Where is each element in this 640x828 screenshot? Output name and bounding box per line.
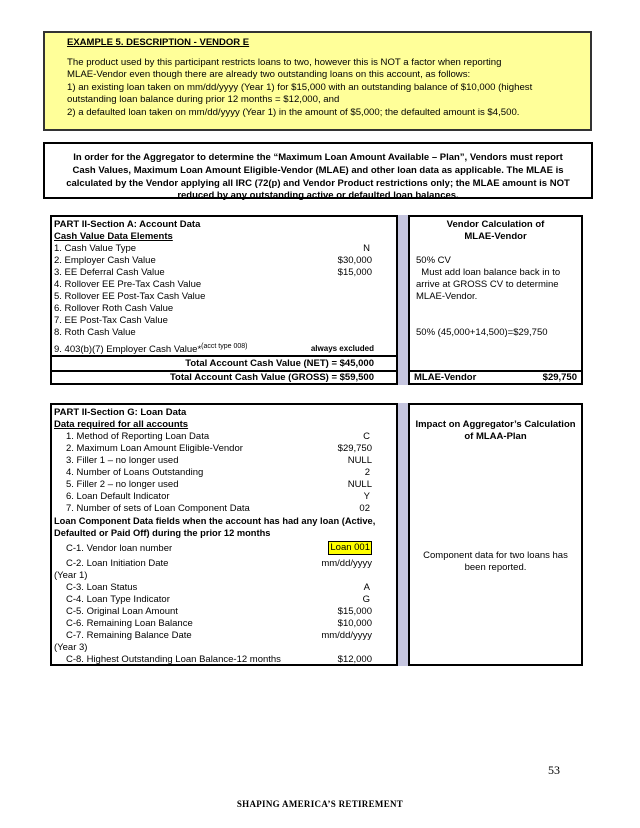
loan-component-label: C-6. Remaining Loan Balance: [66, 618, 193, 629]
example-line: The product used by this participant restricts loans to two, however this is NOT a factor when reporting: [67, 57, 502, 68]
vendor-calc-title: Vendor Calculation of: [446, 219, 545, 230]
cash-value-row-label: 4. Rollover EE Pre-Tax Cash Value: [54, 279, 202, 290]
vendor-calc-note: arrive at GROSS CV to determine: [416, 279, 559, 290]
vendor-calc-note: MLAE-Vendor.: [416, 291, 478, 302]
vendor-calc-note: Must add loan balance back in to: [416, 267, 561, 278]
year-note: (Year 3): [54, 642, 88, 653]
loan-data-row-label: 1. Method of Reporting Loan Data: [66, 431, 210, 442]
mlae-vendor-label: MLAE-Vendor: [414, 372, 477, 383]
loan-component-value: $15,000: [337, 606, 372, 617]
loan-component-value: mm/dd/yyyy: [321, 558, 372, 569]
loan-component-label: C-3. Loan Status: [66, 582, 138, 593]
section-g-left-panel: [50, 403, 398, 666]
loan-component-value: mm/dd/yyyy: [321, 630, 372, 641]
cash-value-row-label: 5. Rollover EE Post-Tax Cash Value: [54, 291, 206, 302]
section-a-left-panel: [50, 215, 398, 385]
example-line: outstanding loan balance during prior 12 months = $12,000, and: [67, 94, 340, 106]
loan-component-label: C-4. Loan Type Indicator: [66, 594, 170, 605]
section-g-right-panel: [408, 403, 583, 666]
section-a-title: PART II-Section A: Account Data: [54, 219, 201, 230]
loan-data-row-value: NULL: [347, 479, 372, 490]
example-description: [67, 57, 587, 119]
loan-data-row-label: 2. Maximum Loan Amount Eligible-Vendor: [66, 443, 243, 454]
component-heading: Defaulted or Paid Off) during the prior 12 months: [54, 528, 271, 538]
loan-data-row-value: 2: [364, 467, 370, 478]
loan-data-row-value: NULL: [347, 455, 372, 466]
loan-data-row-label: 4. Number of Loans Outstanding: [66, 467, 204, 478]
cash-value-row-label: 3. EE Deferral Cash Value: [54, 267, 165, 278]
example-title: EXAMPLE 5. DESCRIPTION - VENDOR E: [67, 37, 250, 48]
loan-component-value: $12,000: [337, 654, 372, 665]
loan-data-row-label: 7. Number of sets of Loan Component Data: [66, 503, 250, 514]
section-a-subtitle: Cash Value Data Elements: [54, 231, 173, 242]
page-number: 53: [548, 763, 560, 777]
example-line: 2) a defaulted loan taken on mm/dd/yyyy (Year 1) in the amount of $5,000; the defaulted amount is $4,500.: [67, 106, 520, 118]
vendor-calc-formula: 50% (45,000+14,500)=$29,750: [416, 327, 548, 338]
cash-value-row-label: 2. Employer Cash Value: [54, 255, 156, 266]
loan-component-value: $10,000: [337, 618, 372, 629]
loan-component-label: C-8. Highest Outstanding Loan Balance-12 months: [66, 654, 281, 665]
cash-value-row-label: 1. Cash Value Type: [54, 243, 137, 254]
vendor-calc-title-2: MLAE-Vendor: [464, 231, 527, 242]
loan-component-label: C-2. Loan Initiation Date: [66, 558, 169, 569]
mlae-vendor-value: $29,750: [542, 372, 577, 383]
loan-data-row-label: 5. Filler 2 – no longer used: [66, 479, 179, 490]
cash-value-row-label: 6. Rollover Roth Cash Value: [54, 303, 174, 314]
total-net-cash-value: Total Account Cash Value (NET) = $45,000: [185, 358, 374, 369]
loan-component-label: C-5. Original Loan Amount: [66, 606, 178, 617]
notice-line: calculated by the Vendor applying all IRC (72(p) and Vendor Product restrictions only; the MLAE amount is NOT: [66, 177, 570, 189]
section-g-subtitle: Data required for all accounts: [54, 419, 189, 430]
cash-value-row-value: $15,000: [337, 267, 372, 278]
loan-component-label: C-7. Remaining Balance Date: [66, 630, 192, 641]
loan-data-row-value: C: [363, 431, 370, 442]
loan-data-row-value: Y: [363, 491, 370, 502]
cash-value-row-9: [54, 341, 247, 356]
vendor-loan-number-highlight: Loan 001: [330, 542, 370, 553]
cash-value-row-label: 8. Roth Cash Value: [54, 327, 136, 338]
loan-data-row-label: 3. Filler 1 – no longer used: [66, 455, 179, 466]
cash-value-row-label: 9. 403(b)(7) Employer Cash Value*: [54, 344, 202, 356]
total-gross-cash-value: Total Account Cash Value (GROSS) = $59,500: [169, 372, 374, 383]
loan-component-label: C-1. Vendor loan number: [66, 543, 173, 554]
notice-line: reduced by any outstanding active or defaulted loan balances.: [177, 190, 459, 202]
impact-note: Component data for two loans has: [423, 550, 568, 561]
example-line: 1) an existing loan taken on mm/dd/yyyy (Year 1) for $15,000 with an outstanding balance of $10,000 (highest: [67, 81, 533, 93]
divider: [52, 355, 396, 357]
notice-line: In order for the Aggregator to determine the “Maximum Loan Amount Available – Plan”, Vendors must report: [73, 152, 563, 163]
notice-line: Cash Values, Maximum Loan Amount Eligible-Vendor (MLAE) and other loan data as applicable. The MLAE is: [72, 164, 564, 176]
loan-data-row-value: 02: [359, 503, 370, 514]
component-heading: Loan Component Data fields when the account has had any loan (Active,: [54, 516, 376, 526]
section-g-title: PART II-Section G: Loan Data: [54, 407, 187, 418]
cash-value-row-label: 7. EE Post-Tax Cash Value: [54, 315, 168, 326]
loan-data-row-label: 6. Loan Default Indicator: [66, 491, 170, 502]
example-line: MLAE-Vendor even though there are already two outstanding loans on this account, as follows:: [67, 69, 471, 81]
account-type-note: (acct type 008): [201, 343, 248, 350]
aggregator-notice: [51, 152, 585, 203]
cash-value-row-value: N: [363, 243, 370, 254]
excluded-note: always excluded: [310, 344, 374, 353]
impact-note: been reported.: [464, 562, 527, 573]
vendor-calc-note: 50% CV: [416, 255, 451, 266]
loan-data-row-value: $29,750: [337, 443, 372, 454]
section-a-right-panel: [408, 215, 583, 385]
loan-component-value: G: [362, 594, 370, 605]
cash-value-row-value: $30,000: [337, 255, 372, 266]
aggregator-notice-box: [43, 142, 593, 202]
footer-tagline: SHAPING AMERICA’S RETIREMENT: [236, 799, 404, 809]
impact-title: Impact on Aggregator’s Calculation: [415, 419, 576, 430]
impact-title-2: of MLAA-Plan: [464, 431, 527, 442]
example-box: [43, 31, 592, 131]
loan-component-value: A: [363, 582, 370, 593]
year-note: (Year 1): [54, 570, 88, 581]
